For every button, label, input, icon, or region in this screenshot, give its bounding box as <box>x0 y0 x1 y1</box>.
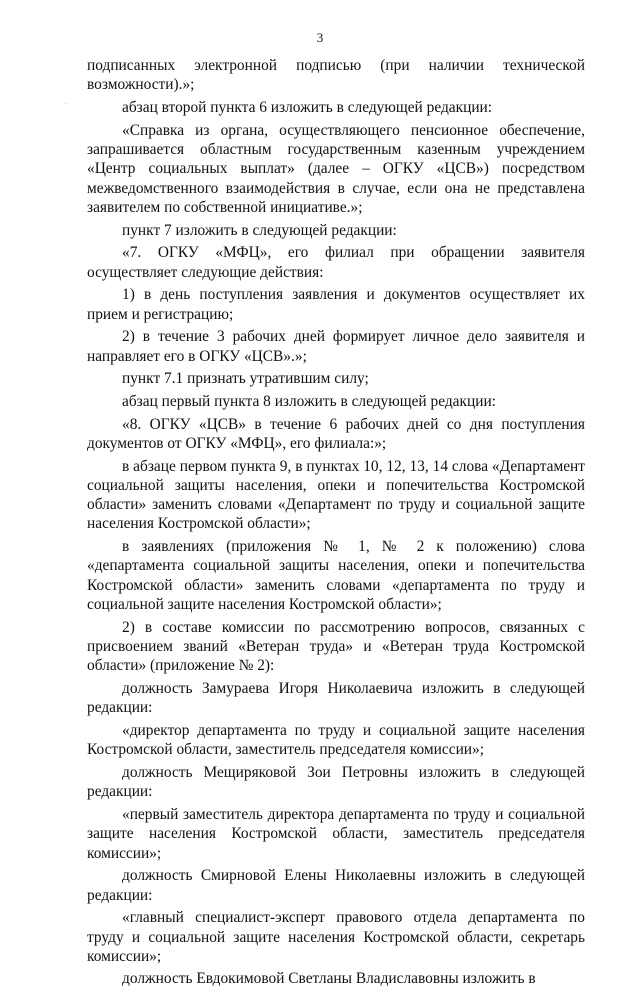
paragraph-9: абзац первый пункта 8 изложить в следующей редакции: <box>122 392 496 410</box>
paragraph-3: «Справка из органа, осуществляющего пенсионное обеспечение, запрашивается областным государственным казенным учреждением «Центр социальных выплат» (далее – ОГКУ «ЦСВ») посредством межведомственного взаимодействия в случае, если она не представлена заявителем по собственной инициативе.»; <box>87 121 585 216</box>
paragraph-1: подписанных электронной подписью (при наличии технической возможности).»; <box>87 57 585 94</box>
paragraph-13: 2) в составе комиссии по рассмотрению вопросов, связанных с присвоением званий «Ветеран труда» и «Ветеран труда Костромской области» (приложение № 2): <box>87 618 585 675</box>
document-body <box>87 56 585 992</box>
paragraph-20: должность Евдокимовой Светланы Владиславовны изложить в <box>122 970 536 988</box>
paragraph-7: 2) в течение 3 рабочих дней формирует личное дело заявителя и направляет его в ОГКУ «ЦСВ».»; <box>87 328 585 365</box>
paragraph-16: должность Мещиряковой Зои Петровны изложить в следующей редакции: <box>87 763 585 801</box>
paragraph-12: в заявлениях (приложения № 1, № 2 к положению) слова «департамента социальной защиты населения, опеки и попечительства Костромской области» заменить словами «департамента по труду и социальной защите населения Костромской области»; <box>87 538 585 614</box>
page-number: 3 <box>316 30 324 45</box>
paragraph-10: «8. ОГКУ «ЦСВ» в течение 6 рабочих дней со дня поступления документов от ОГКУ «МФЦ», его филиала:»; <box>87 415 585 452</box>
paragraph-14: должность Замураева Игоря Николаевича изложить в следующей редакции: <box>87 679 585 717</box>
paragraph-5: «7. ОГКУ «МФЦ», его филиал при обращении заявителя осуществляет следующие действия: <box>87 244 585 281</box>
paragraph-15: «директор департамента по труду и социальной защите населения Костромской области, заместитель председателя комиссии»; <box>87 721 585 759</box>
paragraph-6: 1) в день поступления заявления и документов осуществляет их прием и регистрацию; <box>87 286 585 323</box>
paragraph-17: «первый заместитель директора департамента по труду и социальной защите населения Костромской области, заместитель председателя комиссии»; <box>87 805 585 862</box>
paragraph-18: должность Смирновой Елены Николаевны изложить в следующей редакции: <box>87 867 585 904</box>
paragraph-2: абзац второй пункта 6 изложить в следующей редакции: <box>122 98 493 116</box>
scan-dot <box>65 103 66 104</box>
paragraph-11: в абзаце первом пункта 9, в пунктах 10, 12, 13, 14 слова «Департамент социальной защиты населения, опеки и попечительства Костромской области» заменить словами «Департамент по труду и социальной защите населения Костромской области»; <box>87 457 585 533</box>
paragraph-4: пункт 7 изложить в следующей редакции: <box>122 221 397 239</box>
paragraph-8: пункт 7.1 признать утратившим силу; <box>122 370 369 388</box>
paragraph-19: «главный специалист-эксперт правового отдела департамента по труду и социальной защите населения Костромской области, секретарь комиссии»; <box>87 909 585 965</box>
